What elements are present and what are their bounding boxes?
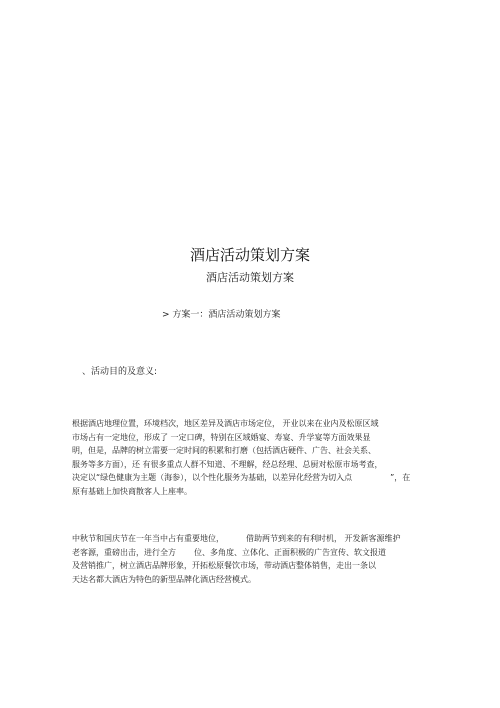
paragraph-text: 借助两节到来的有利时机， 开发新客源维护 [246,534,401,543]
paragraph-line [72,471,410,485]
paragraph-line: 及营销推广，树立酒店品牌形象，开拓松原餐饮市场，带动酒店整体销售，走出一条以 [72,561,376,571]
paragraph-text: 决定以“绿色健康为主题（海参），以个性化服务为基础，以差异化经营为切入点 [72,473,353,483]
paragraph-text: 位、多角度、立体化、正面积极的广告宣传、软文报道 [194,547,386,557]
paragraph-line: 天达名都大酒店为特色的新型品牌化酒店经营模式。 [72,574,256,584]
scheme-label: > 方案一：酒店活动策划方案 [162,310,281,320]
paragraph-line: 明，但是，品牌的树立需要一定时间的积累和打磨（包括酒店硬件、广告、社会关系、 [72,446,376,456]
paragraph-line [72,532,401,546]
section-heading: 、活动目的及意义: [82,367,158,377]
paragraph-purpose [72,417,410,499]
paragraph-festival [72,532,401,586]
paragraph-line: 原有基础上加快商散客人上座率。 [72,486,192,496]
paragraph-line [72,546,401,560]
paragraph-line: 服务等多方面），还 有很多重点人群不知道、不理解，经总经理、总厨对松原市场考查， [72,459,383,469]
paragraph-line: 根据酒店地理位置，环境档次，地区差异及酒店市场定位， 开业以来在业内及松原区域 [72,419,379,428]
paragraph-text: 中秋节和国庆节在一年当中占有重要地位， [72,534,224,543]
paragraph-text: 老客源，重磅出击，进行全方 [72,547,176,557]
document-subtitle: 酒店活动策划方案 [206,271,294,284]
paragraph-text: ”，在 [390,473,411,483]
paragraph-line: 市场占有一定地位，形成了 一定口碑，特别在区域婚宴、寿宴、升学宴等方面效果显 [72,432,371,442]
document-title: 酒店活动策划方案 [189,246,310,264]
